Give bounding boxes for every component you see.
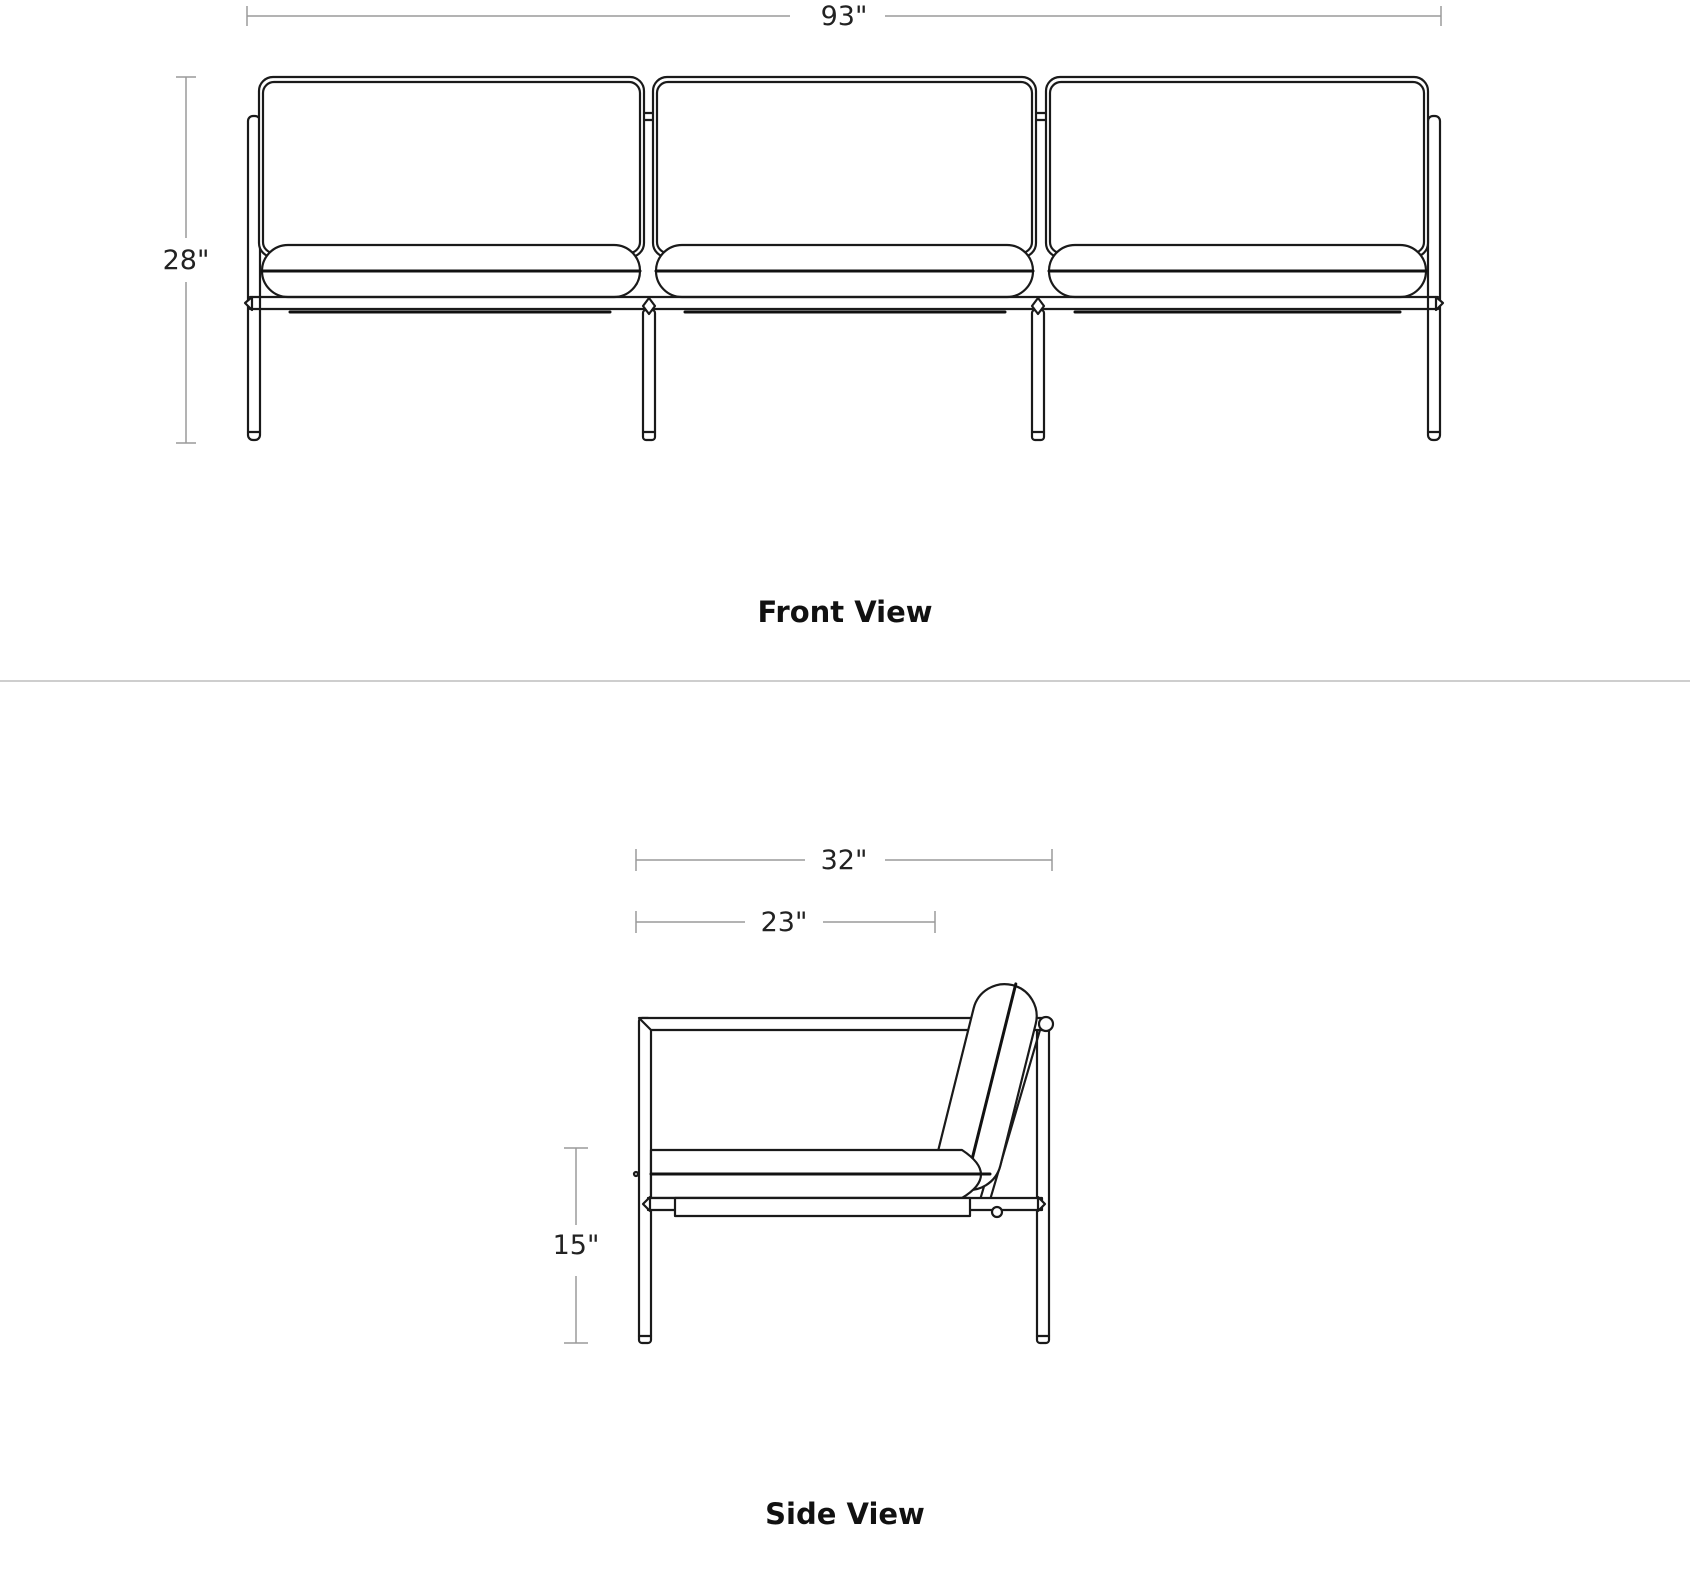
front-height-dimension [163,77,210,443]
side-seat-height-label: 15" [552,1230,600,1261]
side-seat-height-dimension [553,1148,600,1343]
front-sofa-drawing [245,77,1443,440]
side-view [553,845,1053,1531]
front-width-label: 93" [820,1,868,32]
front-view-label: Front View [757,595,933,629]
side-front-leg [639,1018,651,1343]
front-width-dimension [247,1,1441,32]
side-seat-depth-dimension [636,907,935,938]
side-sofa-drawing [634,975,1053,1343]
front-back-cushion-3 [1046,77,1428,257]
front-leg-inner-2 [1032,310,1044,440]
side-seat-depth-label: 23" [760,907,808,938]
front-right-post [1428,116,1440,440]
front-view [163,1,1443,629]
front-leg-inner-1 [643,310,655,440]
side-depth-label: 32" [820,845,868,876]
front-back-cushion-1 [259,77,644,257]
side-rear-leg [1037,1028,1049,1343]
side-depth-dimension [636,845,1052,876]
front-back-cushion-2 [653,77,1036,257]
side-view-label: Side View [765,1497,925,1531]
front-height-label: 28" [162,245,210,276]
